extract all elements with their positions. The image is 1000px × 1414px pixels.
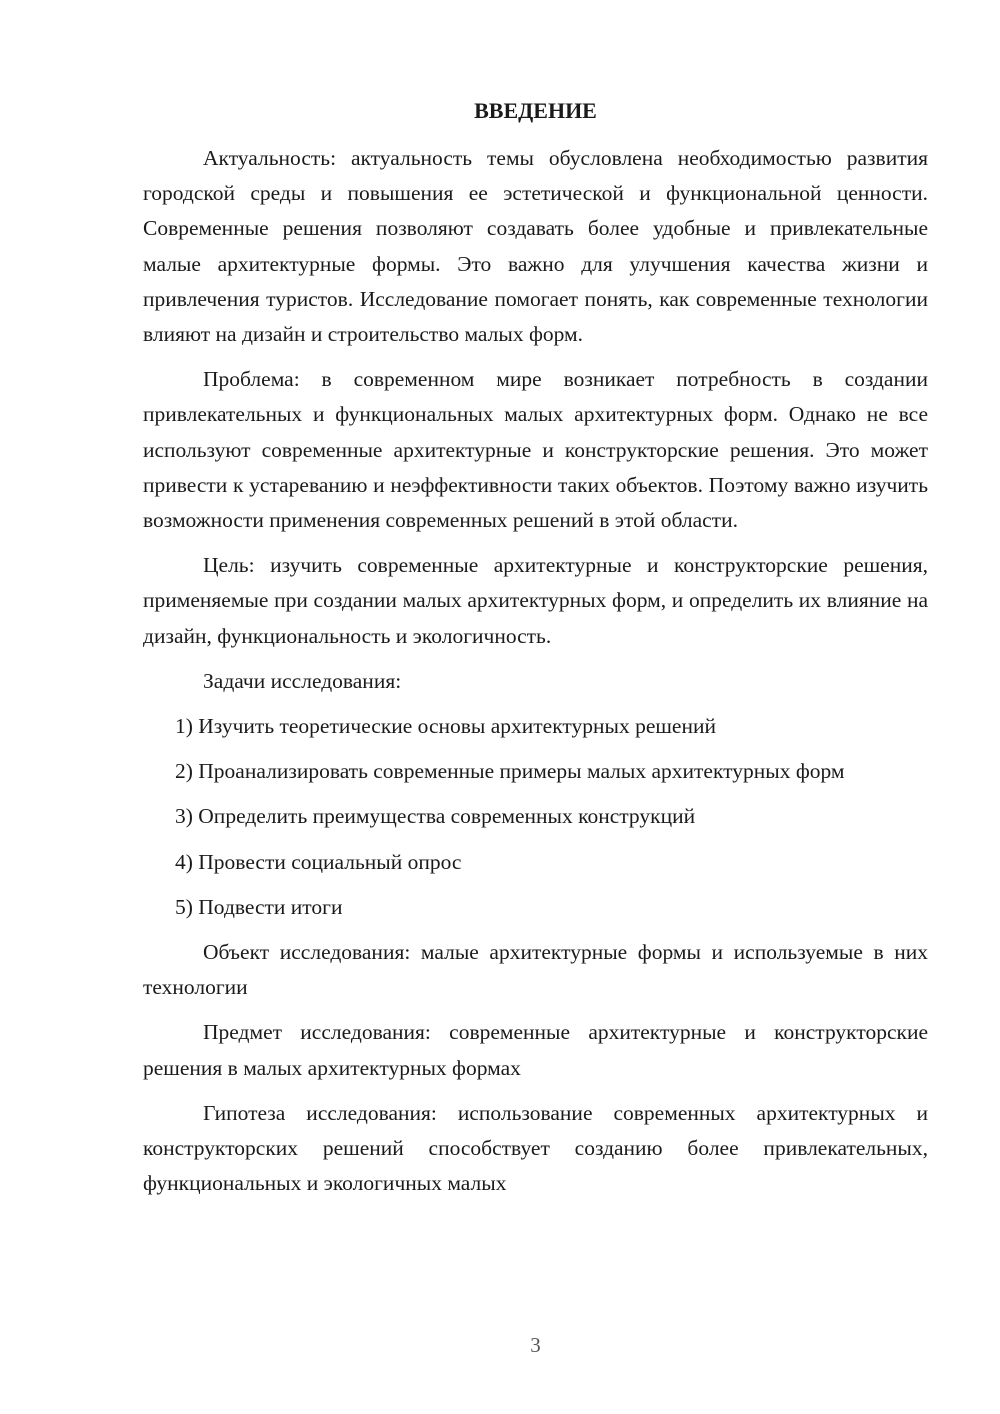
list-item: 2) Проанализировать современные примеры малых архитектурных форм [175, 759, 845, 784]
list-item: 4) Провести социальный опрос [175, 849, 462, 874]
document-body [143, 141, 928, 1211]
paragraph-goal: Цель: изучить современные архитектурные и конструкторские решения, применяемые при создании малых архитектурных форм, и определить их влияние на дизайн, функциональность и экологичность. [143, 553, 928, 648]
list-item: 5) Подвести итоги [175, 894, 343, 919]
paragraph-hypothesis: Гипотеза исследования: использование современных архитектурных и конструкторских решений способствует созданию более привлекательных, функциональных и экологичных малых [143, 1100, 928, 1196]
list-item: 3) Определить преимущества современных конструкций [175, 804, 696, 829]
document-page [143, 0, 928, 1414]
paragraph-subject: Предмет исследования: современные архитектурные и конструкторские решения в малых архитектурных формах [143, 1020, 928, 1080]
paragraph-object: Объект исследования: малые архитектурные формы и используемые в них технологии [143, 940, 928, 1000]
paragraph-relevance: Актуальность: актуальность темы обусловлена необходимостью развития городской среды и повышения ее эстетической и функциональной ценности. Современные решения позволяют создавать более удобные и привлекательные малые архитектурные формы. Это важно для улучшения качества жизни и привлечения туристов. Исследование помогает понять, как современные технологии влияют на дизайн и строительство малых форм. [143, 146, 928, 347]
paragraph-problem: Проблема: в современном мире возникает потребность в создании привлекательных и функциональных малых архитектурных форм. Однако не все используют современные архитектурные и конструкторские решения. Это может привести к устареванию и неэффективности таких объектов. Поэтому важно изучить возможности применения современных решений в этой области. [143, 367, 928, 533]
page-title: ВВЕДЕНИЕ [474, 98, 597, 123]
page-number: 3 [530, 1333, 541, 1357]
paragraph-tasks-heading: Задачи исследования: [203, 668, 402, 693]
list-item: 1) Изучить теоретические основы архитектурных решений [175, 714, 716, 739]
